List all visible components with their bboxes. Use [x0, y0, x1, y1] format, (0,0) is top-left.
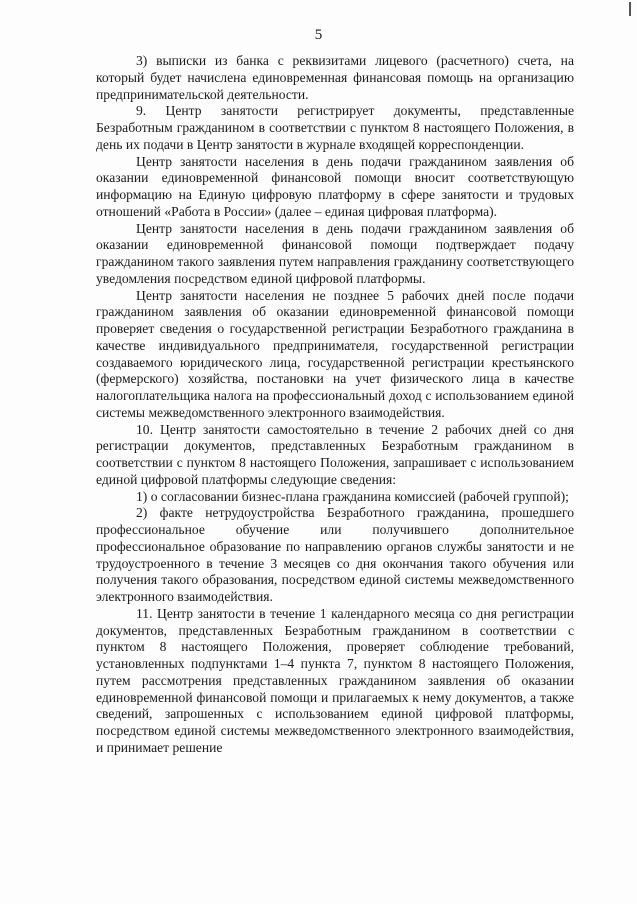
- paragraph-11-review: 11. Центр занятости в течение 1 календарного месяца со дня регистрации документов, представленных Безработным гражданином в соответствии с пунктом 8 настоящего Положения, проверяет соблюдение требований, установленных подпунктами 1–4 пункта 7, пунктом 8 настоящего Положения, путем рассмотрения представленных гражданином заявления об оказании единовременной финансовой помощи и прилагаемых к нему документов, а также сведений, запрошенных с использованием единой цифровой платформы, посредством единой системы межведомственного электронного взаимодействия, и принимает решение: [96, 605, 574, 755]
- paragraph-platform-info: Центр занятости населения в день подачи гражданином заявления об оказании единовременной финансовой помощи вносит соответствующую информацию на Единую цифровую платформу в сфере занятости и трудовых отношений «Работа в России» (далее – единая цифровая платформа).: [96, 153, 574, 219]
- scan-edge-mark: [629, 2, 631, 16]
- document-body: [96, 53, 574, 757]
- paragraph-registration-check: Центр занятости населения не позднее 5 рабочих дней после подачи гражданином заявления об оказании единовременной финансовой помощи проверяет сведения о государственной регистрации Безработного гражданина в качестве индивидуального предпринимателя, государственной регистрации создаваемого юридического лица, государственной регистрации крестьянского (фермерского) хозяйства, постановки на учет физического лица в качестве налогоплательщика налога на профессиональный доход с использованием единой системы межведомственного электронного взаимодействия.: [96, 287, 574, 420]
- paragraph-10-item-1: 1) о согласовании бизнес-плана гражданина комиссией (рабочей группой);: [136, 488, 569, 504]
- page-number: 5: [314, 27, 323, 43]
- paragraph-10-requests: 10. Центр занятости самостоятельно в течение 2 рабочих дней со дня регистрации документов, представленных Безработным гражданином в соответствии с пунктом 8 настоящего Положения, запрашивает с использованием единой цифровой платформы следующие сведения:: [96, 421, 574, 487]
- paragraph-9-registration: 9. Центр занятости регистрирует документы, представленные Безработным гражданином в соответствии с пунктом 8 настоящего Положения, в день их подачи в Центр занятости в журнале входящей корреспонденции.: [96, 103, 574, 152]
- paragraph-platform-confirmation: Центр занятости населения в день подачи гражданином заявления об оказании единовременной финансовой помощи подтверждает подачу гражданином такого заявления путем направления гражданину соответствующего уведомления посредством единой цифровой платформы.: [96, 220, 574, 286]
- paragraph-bank-statements: 3) выписки из банка с реквизитами лицевого (расчетного) счета, на который будет начислена единовременная финансовая помощь на организацию предпринимательской деятельности.: [96, 53, 574, 102]
- paragraph-10-item-2: 2) факте нетрудоустройства Безработного гражданина, прошедшего профессиональное обучение или получившего дополнительное профессиональное образование по направлению органов службы занятости и не трудоустроенного в течение 3 месяцев со дня окончания такого обучения или получения такого образования, посредством единой системы межведомственного электронного взаимодействия.: [96, 505, 574, 604]
